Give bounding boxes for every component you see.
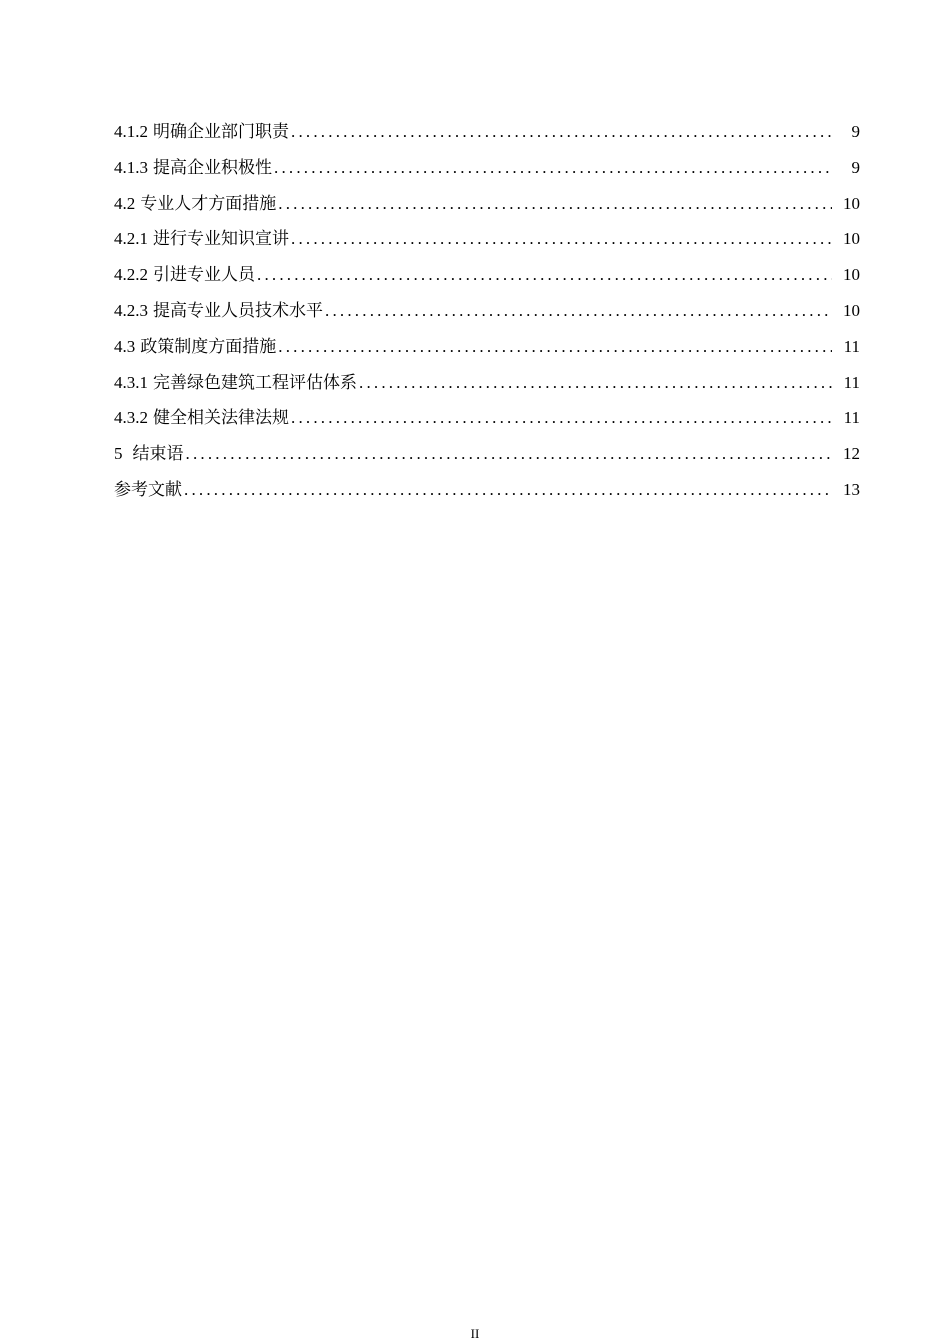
toc-entry-page: 9 [851, 157, 860, 177]
toc-entry-page: 12 [843, 444, 860, 464]
toc-entry-title: 健全相关法律法规 [153, 408, 289, 429]
toc-dot-leader [274, 156, 832, 180]
toc-entry-number: 5 [114, 444, 123, 464]
table-of-contents [114, 120, 860, 514]
toc-entry-page: 10 [843, 265, 860, 285]
toc-entry-page: 10 [843, 229, 860, 249]
toc-dot-leader [184, 478, 832, 502]
toc-entry-number: 4.2 [114, 193, 136, 213]
toc-entry[interactable] [114, 335, 860, 371]
toc-entry[interactable] [114, 406, 860, 442]
toc-entry-number: 4.3 [114, 336, 136, 356]
toc-entry-number: 4.2.1 [114, 229, 148, 249]
toc-entry[interactable] [114, 478, 860, 514]
toc-entry-page: 11 [843, 408, 860, 428]
toc-dot-leader [291, 227, 832, 251]
toc-entry-number: 4.2.2 [114, 265, 148, 285]
toc-entry[interactable] [114, 371, 860, 407]
toc-entry-number: 4.3.2 [114, 408, 148, 428]
toc-entry[interactable] [114, 442, 860, 478]
toc-entry-title: 明确企业部门职责 [153, 122, 289, 142]
toc-entry-page: 10 [843, 193, 860, 213]
toc-entry-page: 13 [843, 479, 860, 499]
toc-entry[interactable] [114, 263, 860, 299]
page-number-footer: II [470, 1326, 480, 1341]
toc-entry-title: 进行专业知识宣讲 [153, 229, 289, 250]
toc-entry-title: 政策制度方面措施 [140, 336, 277, 357]
toc-entry-number: 4.1.2 [114, 122, 148, 141]
toc-entry-page: 11 [843, 372, 860, 392]
toc-entry-title: 提高企业积极性 [153, 157, 272, 178]
toc-entry[interactable] [114, 227, 860, 263]
toc-dot-leader [278, 192, 832, 216]
toc-entry-title: 结束语 [132, 444, 184, 465]
toc-entry-title: 完善绿色建筑工程评估体系 [153, 372, 357, 393]
toc-entry-title: 提高专业人员技术水平 [153, 300, 323, 321]
toc-dot-leader [291, 120, 832, 144]
toc-entry[interactable] [114, 192, 860, 228]
toc-entry-title: 专业人才方面措施 [140, 193, 277, 214]
toc-dot-leader [359, 371, 832, 395]
toc-entry-title: 参考文献 [114, 479, 182, 500]
toc-dot-leader [325, 299, 832, 323]
toc-entry[interactable] [114, 156, 860, 192]
toc-entry-page: 10 [843, 300, 860, 320]
toc-entry-page: 9 [851, 122, 860, 141]
toc-dot-leader [278, 335, 832, 359]
toc-entry[interactable] [114, 299, 860, 335]
toc-entry-number: 4.2.3 [114, 300, 148, 320]
toc-entry-page: 11 [843, 336, 860, 356]
toc-dot-leader [257, 263, 832, 287]
toc-entry[interactable] [114, 120, 860, 156]
toc-dot-leader [186, 442, 833, 466]
toc-entry-number: 4.3.1 [114, 372, 148, 392]
toc-entry-number: 4.1.3 [114, 157, 148, 177]
toc-entry-title: 引进专业人员 [153, 265, 255, 286]
toc-dot-leader [291, 406, 832, 430]
